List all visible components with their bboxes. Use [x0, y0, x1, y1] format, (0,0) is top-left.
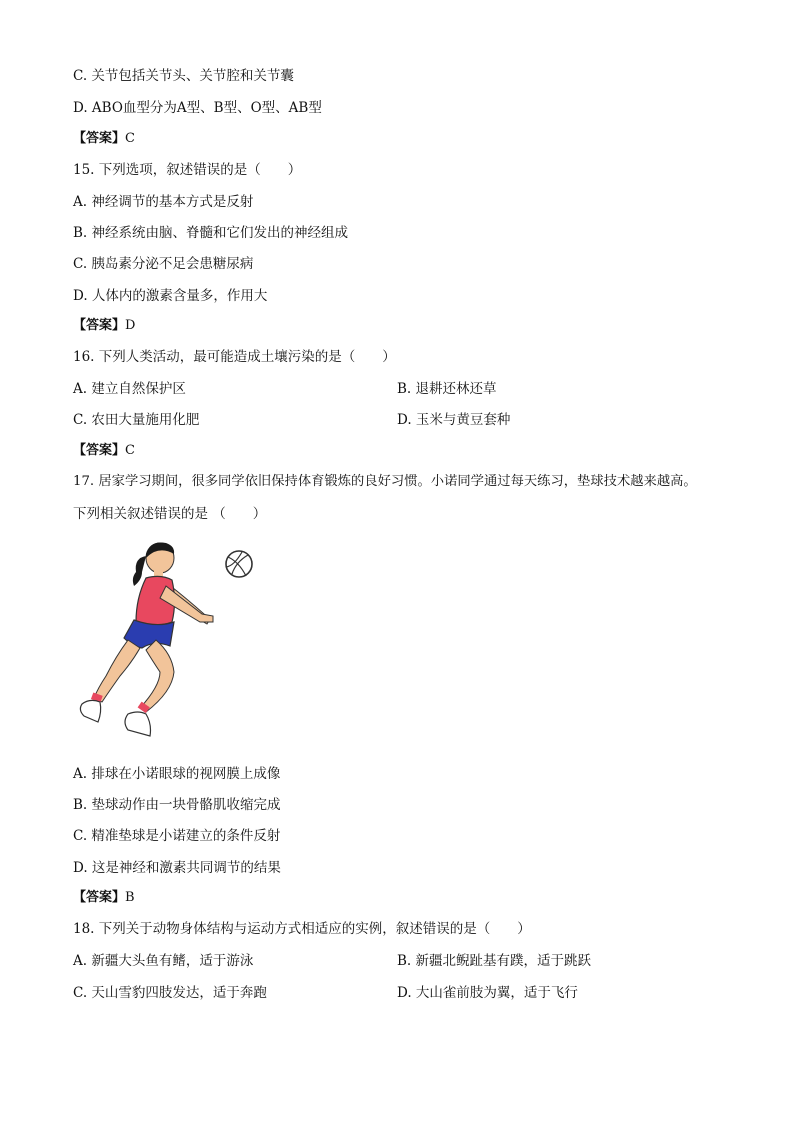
q17-stem-line2: 下列相关叙述错误的是 （ ） [73, 506, 267, 522]
q14-option-d: D. ABO血型分为A型、B型、O型、AB型 [73, 100, 322, 116]
q16-option-c: C. 农田大量施用化肥 [73, 412, 200, 428]
volleyball-player-icon [76, 536, 260, 746]
q14-answer [73, 129, 135, 149]
volleyball-player-illustration [76, 536, 260, 746]
q16-stem: 16. 下列人类活动，最可能造成土壤污染的是（ ） [73, 349, 396, 365]
q14-option-c: C. 关节包括关节头、关节腔和关节囊 [73, 68, 294, 84]
volleyball-icon [226, 551, 252, 577]
q16-option-b: B. 退耕还林还草 [397, 381, 497, 397]
q15-option-b: B. 神经系统由脑、脊髓和它们发出的神经组成 [73, 225, 349, 241]
q15-option-d: D. 人体内的激素含量多，作用大 [73, 288, 268, 304]
q17-option-b: B. 垫球动作由一块骨骼肌收缩完成 [73, 797, 281, 813]
answer-label: 【答案】 [73, 890, 126, 905]
q15-answer [73, 316, 135, 336]
q18-option-d: D. 大山雀前肢为翼，适于飞行 [397, 985, 578, 1001]
q15-stem: 15. 下列选项，叙述错误的是（ ） [73, 162, 302, 178]
q18-option-a: A. 新疆大头鱼有鳍，适于游泳 [73, 953, 254, 969]
answer-label: 【答案】 [73, 318, 126, 333]
answer-label: 【答案】 [73, 131, 126, 146]
q16-option-d: D. 玉米与黄豆套种 [397, 412, 511, 428]
q18-option-b: B. 新疆北鲵趾基有蹼，适于跳跃 [397, 953, 592, 969]
q17-option-d: D. 这是神经和激素共同调节的结果 [73, 860, 281, 876]
q18-stem: 18. 下列关于动物身体结构与运动方式相适应的实例，叙述错误的是（ ） [73, 921, 531, 937]
q16-answer [73, 441, 135, 461]
q18-option-c: C. 天山雪豹四肢发达，适于奔跑 [73, 985, 267, 1001]
q17-option-a: A. 排球在小诺眼球的视网膜上成像 [73, 766, 281, 782]
answer-value: C [125, 443, 135, 458]
answer-value: D [125, 318, 136, 333]
q17-stem-line1: 17. 居家学习期间，很多同学依旧保持体育锻炼的良好习惯。小诺同学通过每天练习，垫球技术越来越高。 [73, 474, 697, 489]
q16-option-a: A. 建立自然保护区 [73, 381, 186, 397]
q15-option-a: A. 神经调节的基本方式是反射 [73, 194, 254, 210]
answer-label: 【答案】 [73, 443, 126, 458]
q15-option-c: C. 胰岛素分泌不足会患糖尿病 [73, 256, 254, 272]
answer-value: C [125, 131, 135, 146]
answer-value: B [125, 890, 135, 905]
q17-answer [73, 888, 135, 908]
q17-option-c: C. 精准垫球是小诺建立的条件反射 [73, 828, 281, 844]
